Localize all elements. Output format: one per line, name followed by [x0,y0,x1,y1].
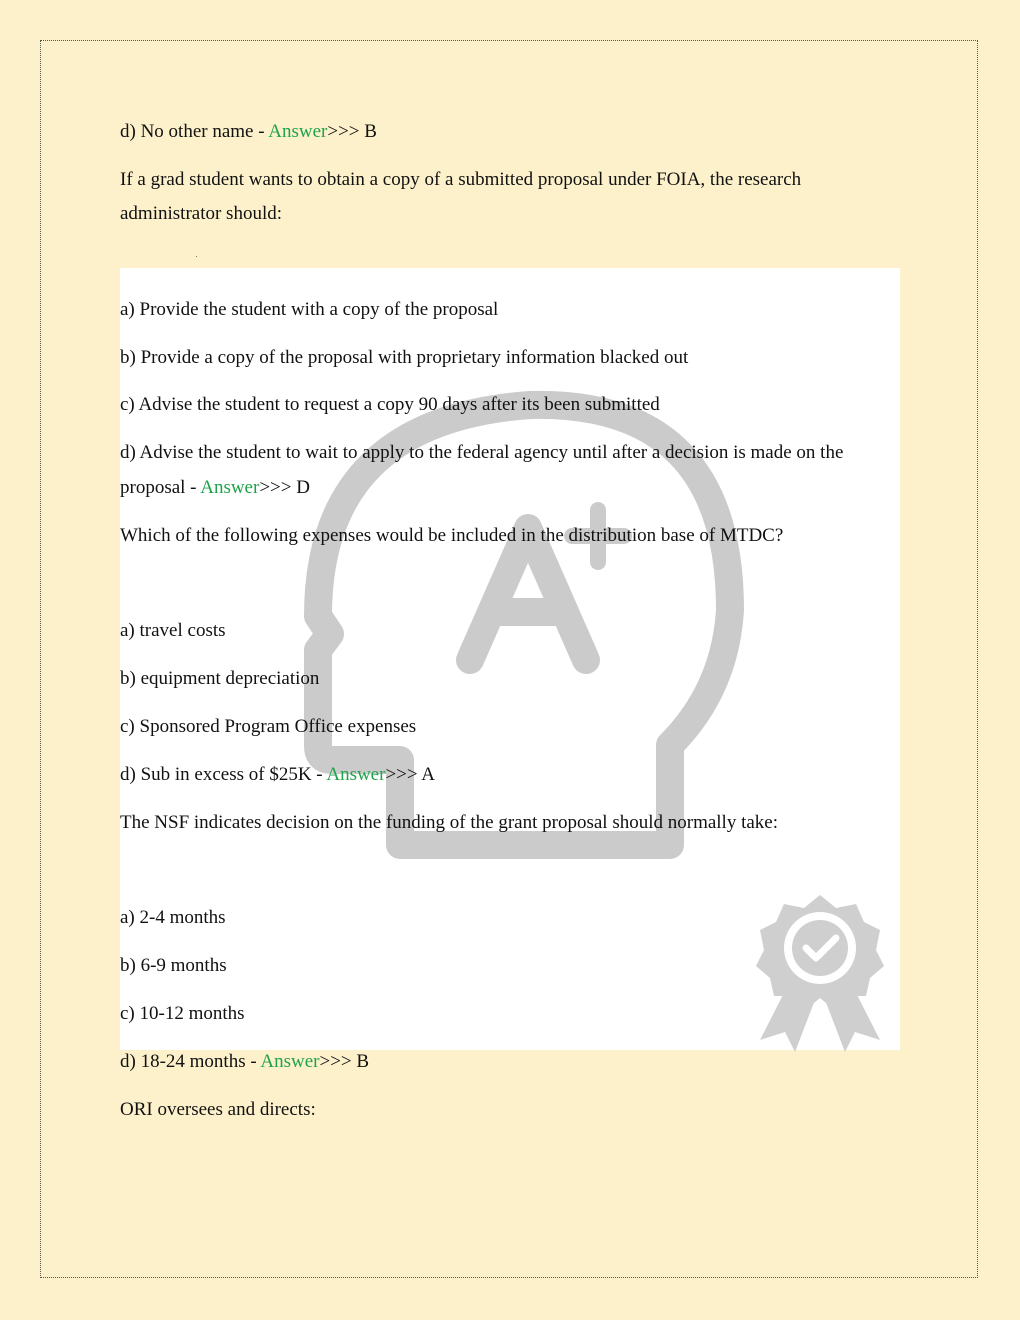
answer-line: d) No other name - Answer>>> B [120,121,377,142]
option-line: d) Advise the student to wait to apply to the federal agency until after a decision is made on the [120,442,844,463]
answer-line: d) Sub in excess of $25K - Answer>>> A [120,764,436,785]
option-line: a) Provide the student with a copy of the proposal [120,299,499,320]
option-line: c) Advise the student to request a copy 90 days after its been submitted [120,394,660,415]
question-line: If a grad student wants to obtain a copy of a submitted proposal under FOIA, the research [120,169,802,190]
answer-line: d) 18-24 months - Answer>>> B [120,1051,370,1072]
option-line: a) 2-4 months [120,907,226,928]
question-line: administrator should: [120,203,283,224]
question-line: ORI oversees and directs: [120,1099,316,1120]
answer-label: Answer [260,1051,320,1072]
option-line: c) 10-12 months [120,1003,245,1024]
question-line: The NSF indicates decision on the funding of the grant proposal should normally take: [120,812,779,833]
award-badge-icon [756,895,884,1052]
option-line: a) travel costs [120,620,226,641]
answer-label: Answer [326,764,386,785]
option-line: c) Sponsored Program Office expenses [120,716,417,737]
option-line: b) 6-9 months [120,955,227,976]
answer-label: Answer [268,121,328,142]
option-line: b) equipment depreciation [120,668,320,689]
option-line: b) Provide a copy of the proposal with proprietary information blacked out [120,347,689,368]
answer-line: proposal - Answer>>> D [120,477,310,498]
answer-label: Answer [200,477,260,498]
question-line: Which of the following expenses would be included in the distribution base of MTDC? [120,525,784,546]
